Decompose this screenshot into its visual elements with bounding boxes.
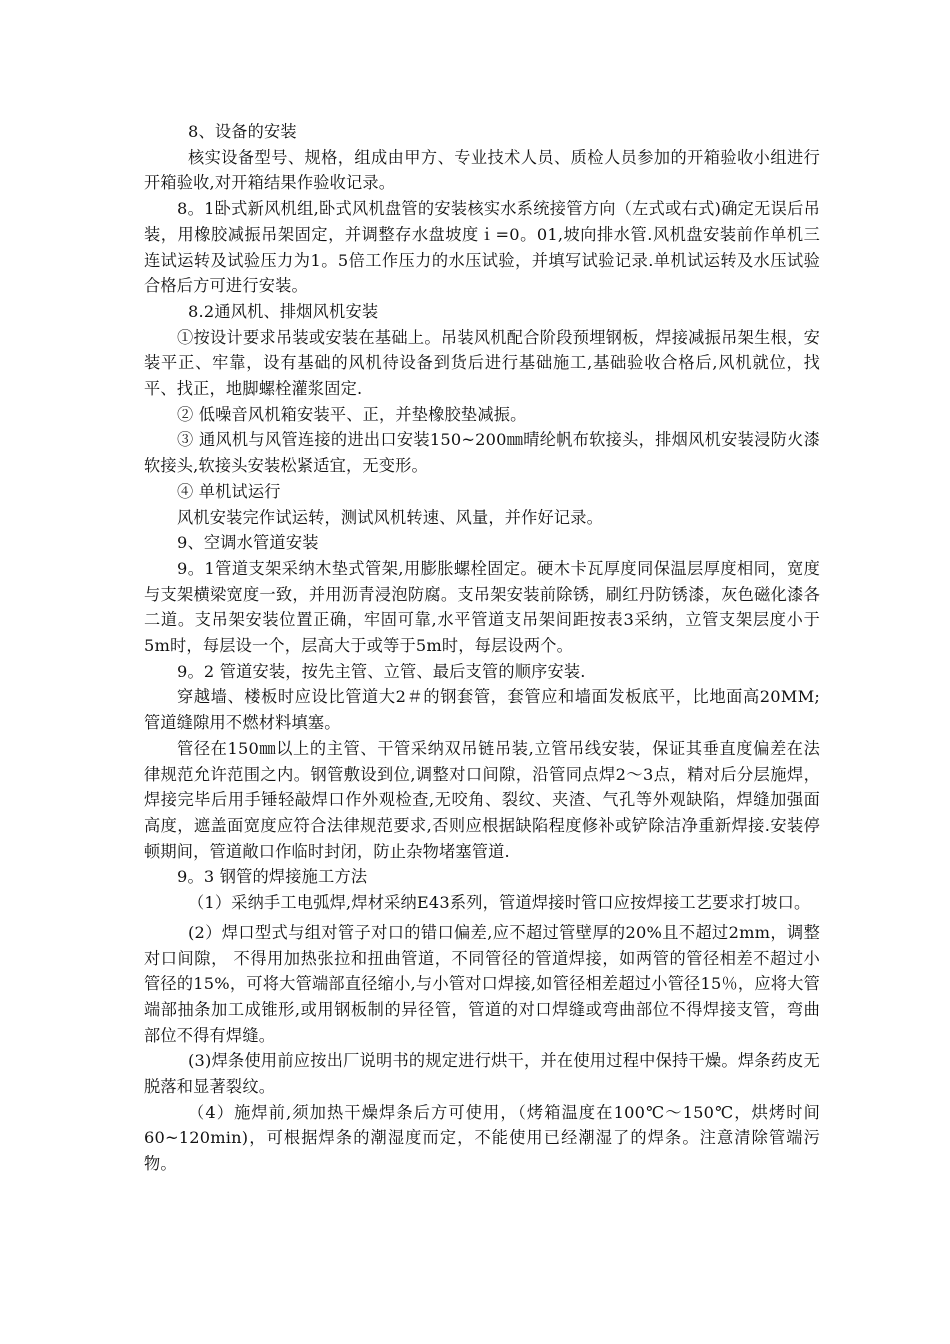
document-body bbox=[144, 119, 820, 1177]
list-item: (2）焊口型式与组对管子对口的错口偏差,应不超过管壁厚的20%且不超过2mm，调整对口间隙， 不得用加热张拉和扭曲管道，不同管径的管道焊接，如两管的管径相差不超过小管径的15%，可将大管端部直径缩小,与小管对口焊接,如管径相差超过小管径15％，应将大管端部抽条加工成锥形,或用钢板制的异径管，管道的对口焊缝或弯曲部位不得焊接支管，弯曲部位不得有焊缝。 bbox=[144, 922, 820, 1045]
section-heading-8-2: 8.2通风机、排烟风机安装 bbox=[188, 301, 379, 321]
paragraph-9-2: 9。2 管道安装，按先主管、立管、最后支管的顺序安装. bbox=[177, 661, 586, 681]
list-item: (3)焊条使用前应按出厂说明书的规定进行烘干，并在使用过程中保持干燥。焊条药皮无脱落和显著裂纹。 bbox=[144, 1051, 820, 1097]
section-heading-9: 9、空调水管道安装 bbox=[177, 533, 319, 553]
section-heading-8: 8、设备的安装 bbox=[188, 122, 297, 141]
section-heading-9-3: 9。3 钢管的焊接施工方法 bbox=[177, 867, 368, 887]
list-item: ③ 通风机与风管连接的进出口安装150~200㎜晴纶帆布软接头，排烟风机安装浸防火漆软接头,软接头安装松紧适宜，无变形。 bbox=[144, 430, 820, 476]
list-item: （4）施焊前,须加热干燥焊条后方可使用，（烤箱温度在100℃～150℃，烘烤时间60~120min)，可根据焊条的潮湿度而定，不能使用已经潮湿了的焊条。注意清除管端污物。 bbox=[144, 1102, 820, 1174]
paragraph-9-1: 9。1管道支架采纳木垫式管架,用膨胀螺栓固定。硬木卡瓦厚度同保温层厚度相同，宽度与支架横梁宽度一致，并用沥青浸泡防腐。支吊架安装前除锈，刷红丹防锈漆，灰色磁化漆各二道。支吊架安装位置正确，牢固可靠,水平管道支吊架间距按表3采纳，立管支架层度小于5m时，每层设一个，层高大于或等于5m时，每层设两个。 bbox=[144, 558, 820, 656]
list-item: ①按设计要求吊装或安装在基础上。吊装风机配合阶段预埋钢板，焊接减振吊架生根，安装平正、牢靠，设有基础的风机待设备到货后进行基础施工,基础验收合格后,风机就位，找平、找正，地脚螺栓灌浆固定. bbox=[144, 327, 820, 399]
paragraph: 核实设备型号、规格，组成由甲方、专业技术人员、质检人员参加的开箱验收小组进行开箱验收,对开箱结果作验收记录。 bbox=[144, 147, 820, 193]
paragraph: 穿越墙、楼板时应设比管道大2＃的钢套管，套管应和墙面发板底平，比地面高20MM;管道缝隙用不燃材料填塞。 bbox=[144, 687, 820, 733]
paragraph: 管径在150㎜以上的主管、干管采纳双吊链吊装,立管吊线安装，保证其垂直度偏差在法律规范允许范围之内。钢管敷设到位,调整对口间隙，沿管同点焊2～3点，精对后分层施焊，焊接完毕后用手锤轻敲焊口作外观检查,无咬角、裂纹、夹渣、气孔等外观缺陷，焊缝加强面高度，遮盖面宽度应符合法律规范要求,否则应根据缺陷程度修补或铲除洁净重新焊接.安装停顿期间，管道敞口作临时封闭，防止杂物堵塞管道. bbox=[144, 738, 820, 861]
paragraph: 风机安装完作试运转，测试风机转速、风量，并作好记录。 bbox=[177, 507, 604, 527]
list-item: （1）采纳手工电弧焊,焊材采纳E43系列，管道焊接时管口应按焊接工艺要求打坡口。 bbox=[188, 893, 811, 913]
list-item: ② 低噪音风机箱安装平、正，并垫橡胶垫减振。 bbox=[177, 404, 527, 424]
paragraph-8-1: 8。1卧式新风机组,卧式风机盘管的安装核实水系统接管方向（左式或右式)确定无误后吊装，用橡胶减振吊架固定，并调整存水盘坡度ｉ=0。01,坡向排水管.风机盘安装前作单机三连试运转及试验压力为1。5倍工作压力的水压试验，并填写试验记录.单机试运转及水压试验合格后方可进行安装。 bbox=[144, 199, 820, 296]
list-item: ④ 单机试运行 bbox=[177, 481, 281, 501]
